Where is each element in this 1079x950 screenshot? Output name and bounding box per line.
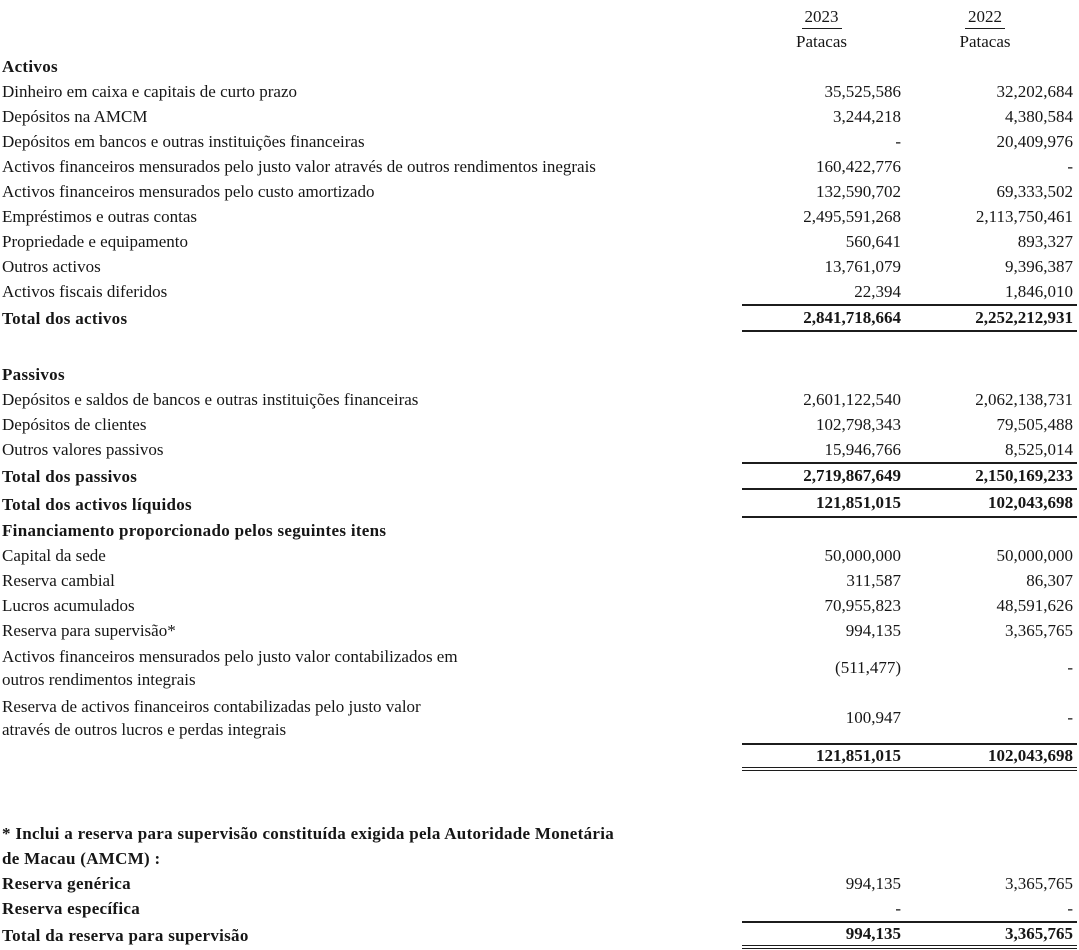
value-2023: 994,135 xyxy=(845,620,901,640)
table-row xyxy=(2,871,1077,896)
row-values xyxy=(742,412,1077,437)
table-row xyxy=(2,743,1077,771)
row-label: Depósitos de clientes xyxy=(2,415,147,434)
row-label: Depósitos e saldos de bancos e outras instituições financeiras xyxy=(2,390,419,409)
row-values xyxy=(742,743,1077,771)
value-2022: 86,307 xyxy=(1026,570,1073,590)
value-2022: 2,252,212,931 xyxy=(975,308,1073,327)
value-2022: 32,202,684 xyxy=(996,81,1073,101)
table-row xyxy=(2,437,1077,462)
value-2022: 2,150,169,233 xyxy=(975,466,1073,485)
value-2023: 2,841,718,664 xyxy=(803,308,901,327)
value-2022: 9,396,387 xyxy=(1005,256,1073,276)
table-row xyxy=(2,304,1077,332)
value-2023: - xyxy=(895,131,901,151)
row-values xyxy=(742,129,1077,154)
row-label: de Macau (AMCM) : xyxy=(2,849,161,868)
value-2023: 15,946,766 xyxy=(824,439,901,459)
value-2023: 2,601,122,540 xyxy=(803,389,901,409)
unit-2022-label: Patacas xyxy=(959,32,1011,51)
table-row xyxy=(2,643,1077,693)
value-2023: 560,641 xyxy=(845,231,901,251)
row-label: Total dos activos líquidos xyxy=(2,494,192,514)
value-2022: 3,365,765 xyxy=(1005,873,1073,893)
row-label: Depósitos na AMCM xyxy=(2,107,148,126)
row-label: Total dos passivos xyxy=(2,466,138,486)
row-label: Reserva específica xyxy=(2,899,141,918)
row-label: Passivos xyxy=(2,365,65,384)
value-2023: 160,422,776 xyxy=(816,156,901,176)
row-values xyxy=(742,896,1077,921)
table-row xyxy=(2,412,1077,437)
value-2022: - xyxy=(1067,156,1073,176)
row-label: Financiamento proporcionado pelos seguintes itens xyxy=(2,521,387,540)
table-row xyxy=(2,387,1077,412)
row-label: Outros valores passivos xyxy=(2,440,164,459)
row-values xyxy=(742,304,1077,332)
value-2023: 132,590,702 xyxy=(816,181,901,201)
value-2022: 102,043,698 xyxy=(988,746,1073,765)
row-label: Activos fiscais diferidos xyxy=(2,282,168,301)
row-values xyxy=(742,387,1077,412)
value-2023: 100,947 xyxy=(845,708,901,727)
row-values xyxy=(742,693,1077,743)
row-values xyxy=(742,229,1077,254)
value-2023: 13,761,079 xyxy=(824,256,901,276)
value-2022: 69,333,502 xyxy=(996,181,1073,201)
table-row xyxy=(2,104,1077,129)
table-row xyxy=(2,204,1077,229)
statement-table xyxy=(2,54,1077,949)
value-2022: 8,525,014 xyxy=(1005,439,1073,459)
unit-2023-label: Patacas xyxy=(796,32,847,51)
value-2023: 121,851,015 xyxy=(816,746,901,765)
value-2022: 1,846,010 xyxy=(1005,281,1073,301)
column-header-2022 xyxy=(901,7,1069,29)
value-2022: 3,365,765 xyxy=(1005,924,1073,943)
row-label: Reserva cambial xyxy=(2,571,115,590)
row-label: Lucros acumulados xyxy=(2,596,135,615)
section-spacer xyxy=(2,771,1077,821)
value-2023: 994,135 xyxy=(845,873,901,893)
table-row xyxy=(2,618,1077,643)
table-row xyxy=(2,154,1077,179)
row-label: Empréstimos e outras contas xyxy=(2,207,197,226)
table-row xyxy=(2,896,1077,921)
table-row xyxy=(2,254,1077,279)
value-2022: 2,113,750,461 xyxy=(975,206,1073,226)
table-row xyxy=(2,179,1077,204)
column-unit-header-row xyxy=(2,30,1077,54)
table-row xyxy=(2,846,1077,871)
value-2023: 50,000,000 xyxy=(824,545,901,565)
row-label: Capital da sede xyxy=(2,546,106,565)
table-row xyxy=(2,362,1077,387)
value-2022: 102,043,698 xyxy=(988,493,1073,512)
value-2023: 102,798,343 xyxy=(816,414,901,434)
row-label: Reserva de activos financeiros contabilizadas pelo justo valor através de outros lucros e perdas integrais xyxy=(2,697,421,739)
value-2022: - xyxy=(1067,658,1073,677)
table-row xyxy=(2,821,1077,846)
row-label: Outros activos xyxy=(2,257,101,276)
value-2022: 893,327 xyxy=(1017,231,1073,251)
row-values xyxy=(742,871,1077,896)
row-label: Activos financeiros mensurados pelo justo valor através de outros rendimentos inegrais xyxy=(2,157,596,176)
value-2023: 2,495,591,268 xyxy=(803,206,901,226)
value-2022: - xyxy=(1067,898,1073,918)
value-2022: 79,505,488 xyxy=(996,414,1073,434)
value-2023: 3,244,218 xyxy=(833,106,901,126)
value-2022: 50,000,000 xyxy=(996,545,1073,565)
year-header-cells xyxy=(742,6,1077,30)
value-2022: 20,409,976 xyxy=(996,131,1073,151)
table-row xyxy=(2,518,1077,543)
row-label: Activos xyxy=(2,57,58,76)
value-2022: 48,591,626 xyxy=(996,595,1073,615)
row-values xyxy=(742,593,1077,618)
value-2023: 22,394 xyxy=(854,281,901,301)
table-row xyxy=(2,462,1077,490)
value-2023: (511,477) xyxy=(835,658,901,677)
row-values xyxy=(742,921,1077,949)
row-label: Activos financeiros mensurados pelo justo valor contabilizados em outros rendimentos integrais xyxy=(2,647,458,689)
section-spacer xyxy=(2,332,1077,362)
row-values xyxy=(742,568,1077,593)
table-row xyxy=(2,229,1077,254)
year-2023-label: 2023 xyxy=(802,7,842,29)
row-label: Reserva genérica xyxy=(2,874,131,893)
value-2023: 35,525,586 xyxy=(824,81,901,101)
row-values xyxy=(742,437,1077,462)
row-label: Depósitos em bancos e outras instituições financeiras xyxy=(2,132,365,151)
column-year-header-row xyxy=(2,6,1077,30)
value-2023: 121,851,015 xyxy=(816,493,901,512)
row-values xyxy=(742,543,1077,568)
value-2022: 4,380,584 xyxy=(1005,106,1073,126)
value-2023: - xyxy=(895,898,901,918)
row-label: Propriedade e equipamento xyxy=(2,232,188,251)
row-values xyxy=(742,462,1077,490)
row-values xyxy=(742,618,1077,643)
table-row xyxy=(2,693,1077,743)
value-2023: 994,135 xyxy=(845,924,901,943)
table-row xyxy=(2,593,1077,618)
table-row xyxy=(2,279,1077,304)
row-values xyxy=(742,643,1077,693)
value-2023: 70,955,823 xyxy=(824,595,901,615)
table-row xyxy=(2,129,1077,154)
column-header-2023 xyxy=(742,7,901,29)
row-label: Total da reserva para supervisão xyxy=(2,925,249,945)
row-values xyxy=(742,490,1077,518)
value-2022: 3,365,765 xyxy=(1005,620,1073,640)
table-row xyxy=(2,79,1077,104)
year-2022-label: 2022 xyxy=(965,7,1005,29)
table-row xyxy=(2,54,1077,79)
unit-header-cells xyxy=(742,30,1077,54)
row-label: Total dos activos xyxy=(2,308,128,328)
row-label: Reserva para supervisão* xyxy=(2,621,176,640)
table-row xyxy=(2,490,1077,518)
value-2022: - xyxy=(1067,708,1073,727)
row-label: Activos financeiros mensurados pelo custo amortizado xyxy=(2,182,375,201)
table-row xyxy=(2,921,1077,949)
row-values xyxy=(742,79,1077,104)
row-label: * Inclui a reserva para supervisão constituída exigida pela Autoridade Monetária xyxy=(2,824,615,843)
row-values xyxy=(742,279,1077,304)
row-values xyxy=(742,154,1077,179)
row-values xyxy=(742,104,1077,129)
row-values xyxy=(742,254,1077,279)
value-2022: 2,062,138,731 xyxy=(975,389,1073,409)
value-2023: 2,719,867,649 xyxy=(803,466,901,485)
row-values xyxy=(742,204,1077,229)
value-2023: 311,587 xyxy=(846,570,901,590)
row-label: Dinheiro em caixa e capitais de curto prazo xyxy=(2,82,298,101)
table-row xyxy=(2,543,1077,568)
table-row xyxy=(2,568,1077,593)
row-values xyxy=(742,179,1077,204)
